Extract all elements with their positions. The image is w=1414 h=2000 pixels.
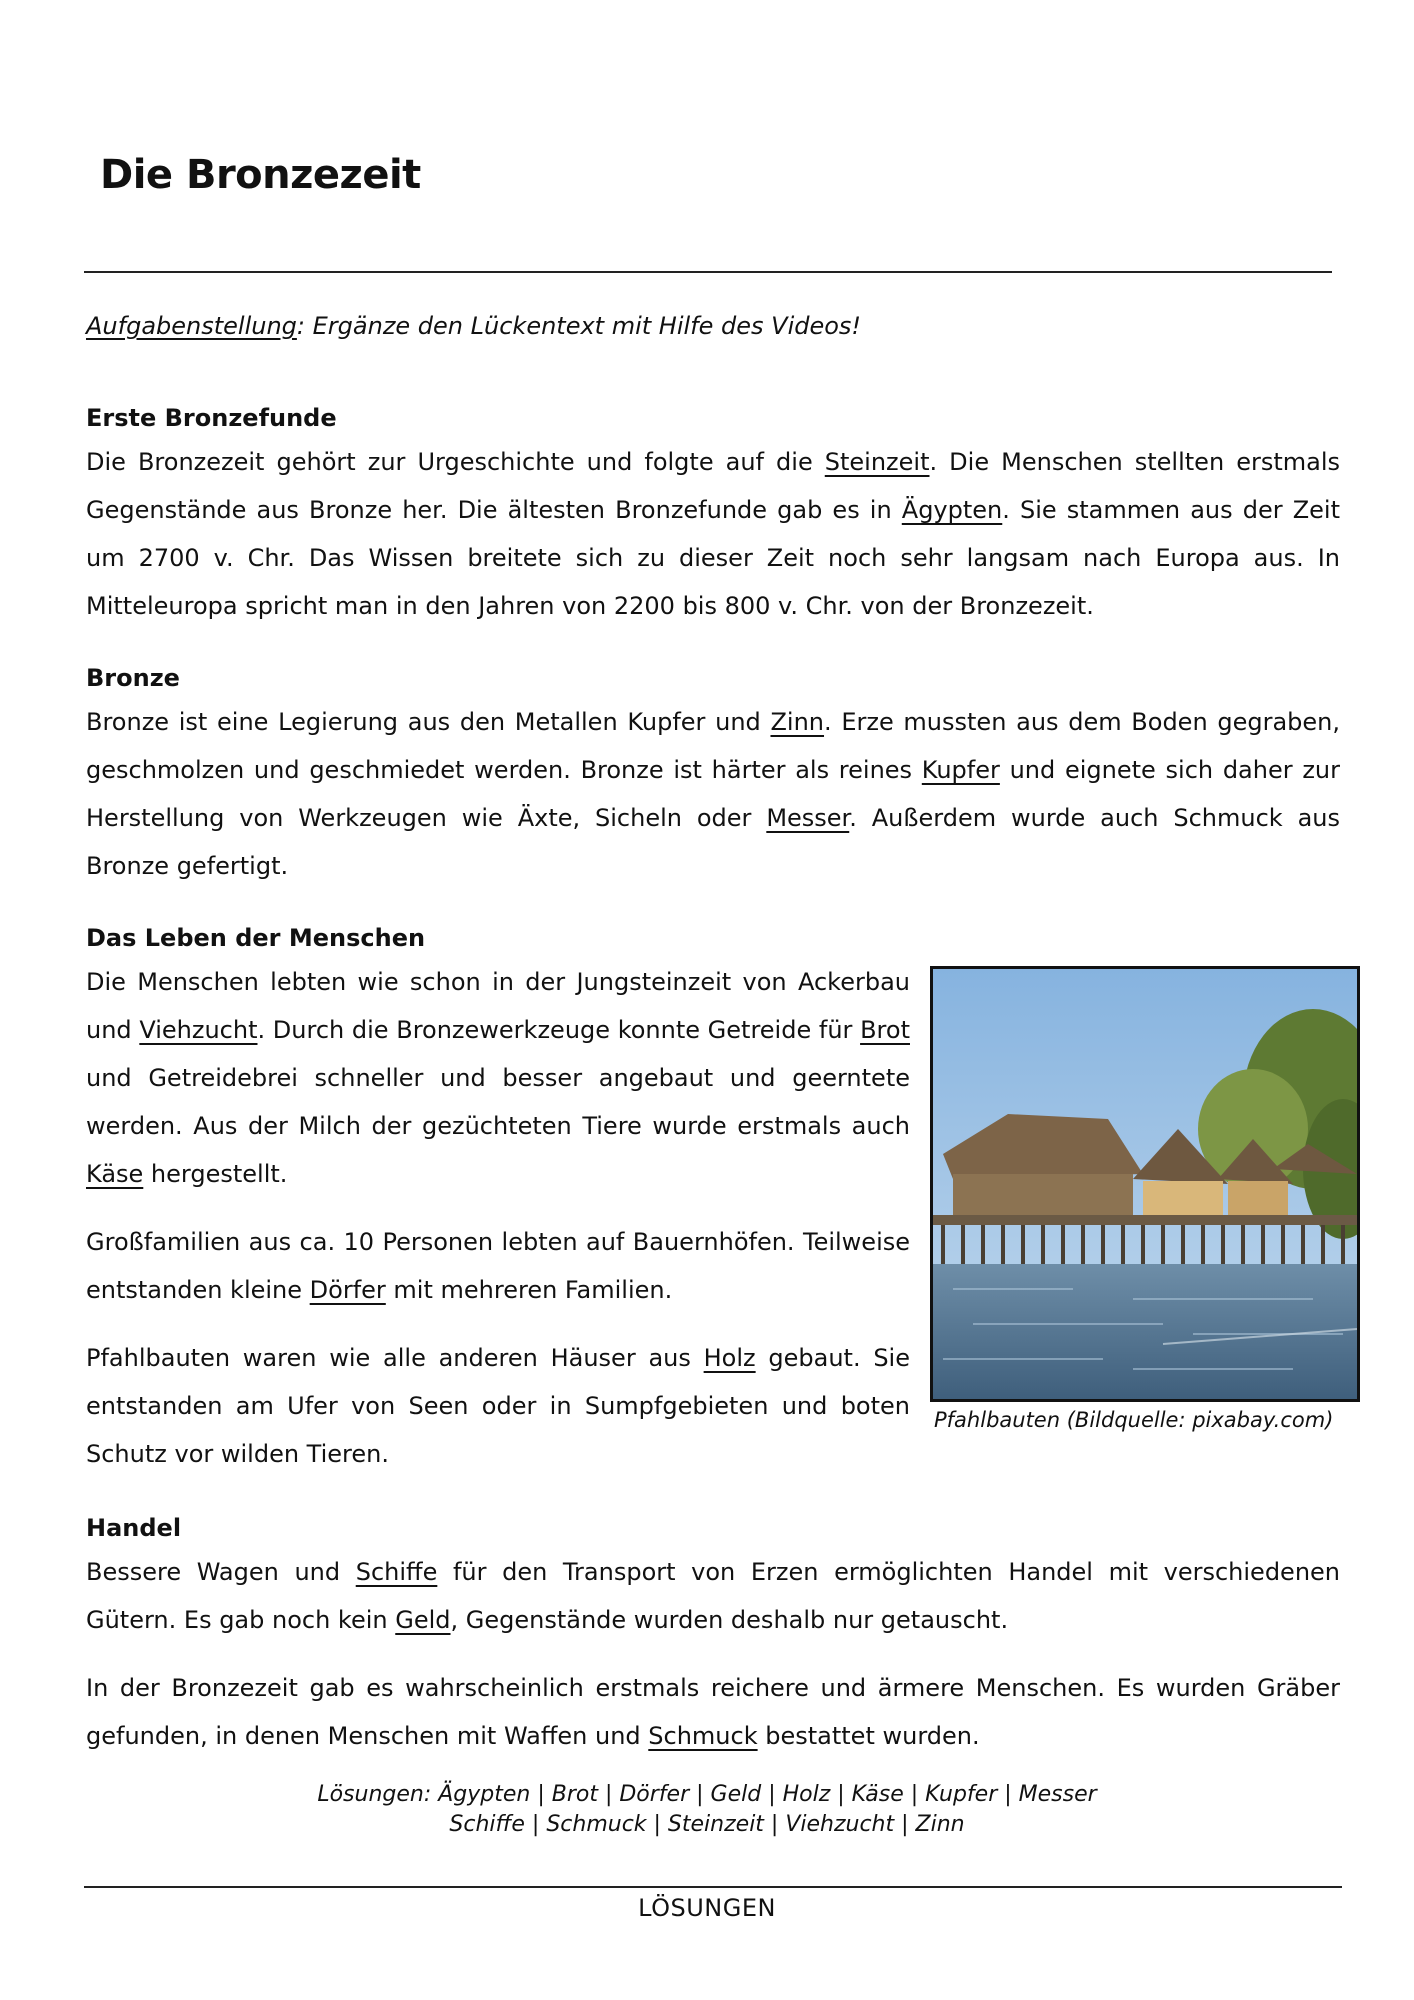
- task-text: Ergänze den Lückentext mit Hilfe des Videos!: [305, 312, 862, 340]
- section-handel: [86, 1508, 1340, 1760]
- gap-answer: Kupfer: [921, 756, 1000, 784]
- gap-answer: Käse: [86, 1160, 144, 1188]
- paragraph: [86, 698, 1340, 890]
- footer-divider: [84, 1886, 1342, 1888]
- section-erste-bronzefunde: [86, 398, 1340, 630]
- pfahlbauten-photo: [930, 966, 1360, 1402]
- gap-answer: Holz: [703, 1344, 756, 1372]
- text-run: Die Menschen lebten wie schon in der Jungsteinzeit von Ackerbau und: [86, 968, 910, 1044]
- section-heading: Das Leben der Menschen: [86, 924, 426, 952]
- gap-answer: Zinn: [770, 708, 825, 736]
- text-run: und eignete sich daher zur Herstellung von Werkzeugen wie Äxte, Sicheln oder: [86, 756, 1340, 832]
- text-run: Die Bronzezeit gehört zur Urgeschichte und folgte auf die: [86, 448, 825, 476]
- task-label: Aufgabenstellung: [86, 312, 297, 340]
- text-run: , Gegenstände wurden deshalb nur getauscht.: [450, 1606, 1009, 1634]
- solutions-line-1: Lösungen: Ägypten | Brot | Dörfer | Geld | Holz | Käse | Kupfer | Messer: [317, 1782, 1097, 1807]
- title-divider: [84, 271, 1332, 273]
- pfahlbauten-image: [933, 969, 1357, 1399]
- gap-answer: Steinzeit: [824, 448, 930, 476]
- stilts: [943, 1225, 1343, 1269]
- gap-answer: Dörfer: [309, 1276, 386, 1304]
- text-run: . Die Menschen stellten erstmals Gegenstände aus Bronze her. Die ältesten Bronzefunde gab es in: [86, 448, 1341, 524]
- section-leben: [86, 918, 910, 1478]
- paragraph: [86, 1664, 1340, 1760]
- text-run: Bessere Wagen und: [86, 1558, 356, 1586]
- paragraph: [86, 1548, 1340, 1644]
- footer-label: LÖSUNGEN: [638, 1894, 776, 1922]
- task-colon: :: [296, 312, 305, 340]
- gap-answer: Brot: [860, 1016, 910, 1044]
- solutions-box: [0, 1780, 1414, 1840]
- text-run: für den Transport von Erzen ermöglichten Handel mit verschiedenen Gütern. Es gab noch kein: [86, 1558, 1340, 1634]
- text-run: und Getreidebrei schneller und besser angebaut und geerntete werden. Aus der Milch der gezüchteten Tiere wurde erstmals auch: [86, 1064, 910, 1140]
- text-run: gebaut. Sie entstanden am Ufer von Seen oder in Sumpfgebieten und boten Schutz vor wilden Tieren.: [86, 1344, 910, 1468]
- paragraph: [86, 958, 910, 1198]
- section-heading: Handel: [86, 1514, 182, 1542]
- text-run: mit mehreren Familien.: [385, 1276, 673, 1304]
- text-run: . Durch die Bronzewerkzeuge konnte Getreide für: [257, 1016, 861, 1044]
- paragraph: [86, 1334, 910, 1478]
- page-title: Die Bronzezeit: [100, 152, 421, 198]
- photo-caption: Pfahlbauten (Bildquelle: pixabay.com): [934, 1408, 1334, 1432]
- gap-answer: Geld: [395, 1606, 451, 1634]
- gap-answer: Messer: [766, 804, 850, 832]
- gap-answer: Schiffe: [355, 1558, 438, 1586]
- text-run: . Außerdem wurde auch Schmuck aus Bronze gefertigt.: [86, 804, 1341, 880]
- text-run: Bronze ist eine Legierung aus den Metallen Kupfer und: [86, 708, 771, 736]
- text-run: . Erze mussten aus dem Boden gegraben, geschmolzen und geschmiedet werden. Bronze ist härter als reines: [86, 708, 1340, 784]
- task-instruction: [86, 312, 861, 340]
- gap-answer: Ägypten: [901, 496, 1003, 524]
- paragraph: [86, 438, 1340, 630]
- text-run: Großfamilien aus ca. 10 Personen lebten auf Bauernhöfen. Teilweise entstanden kleine: [86, 1228, 910, 1304]
- text-run: bestattet wurden.: [757, 1722, 980, 1750]
- section-heading: Erste Bronzefunde: [86, 404, 337, 432]
- gap-answer: Viehzucht: [139, 1016, 258, 1044]
- gap-answer: Schmuck: [648, 1722, 758, 1750]
- text-run: hergestellt.: [143, 1160, 288, 1188]
- text-run: . Sie stammen aus der Zeit um 2700 v. Chr. Das Wissen breitete sich zu dieser Zeit noch sehr langsam nach Europa aus. In Mitteleuropa spricht man in den Jahren von 2200 bis 800 v. Chr. von der Bronzezeit.: [86, 496, 1340, 620]
- section-bronze: [86, 658, 1340, 890]
- text-run: In der Bronzezeit gab es wahrscheinlich erstmals reichere und ärmere Menschen. Es wurden Gräber gefunden, in denen Menschen mit Waffen und: [86, 1674, 1340, 1750]
- solutions-line-2: Schiffe | Schmuck | Steinzeit | Viehzucht | Zinn: [449, 1812, 965, 1837]
- section-heading: Bronze: [86, 664, 180, 692]
- text-run: Pfahlbauten waren wie alle anderen Häuser aus: [86, 1344, 704, 1372]
- paragraph: [86, 1218, 910, 1314]
